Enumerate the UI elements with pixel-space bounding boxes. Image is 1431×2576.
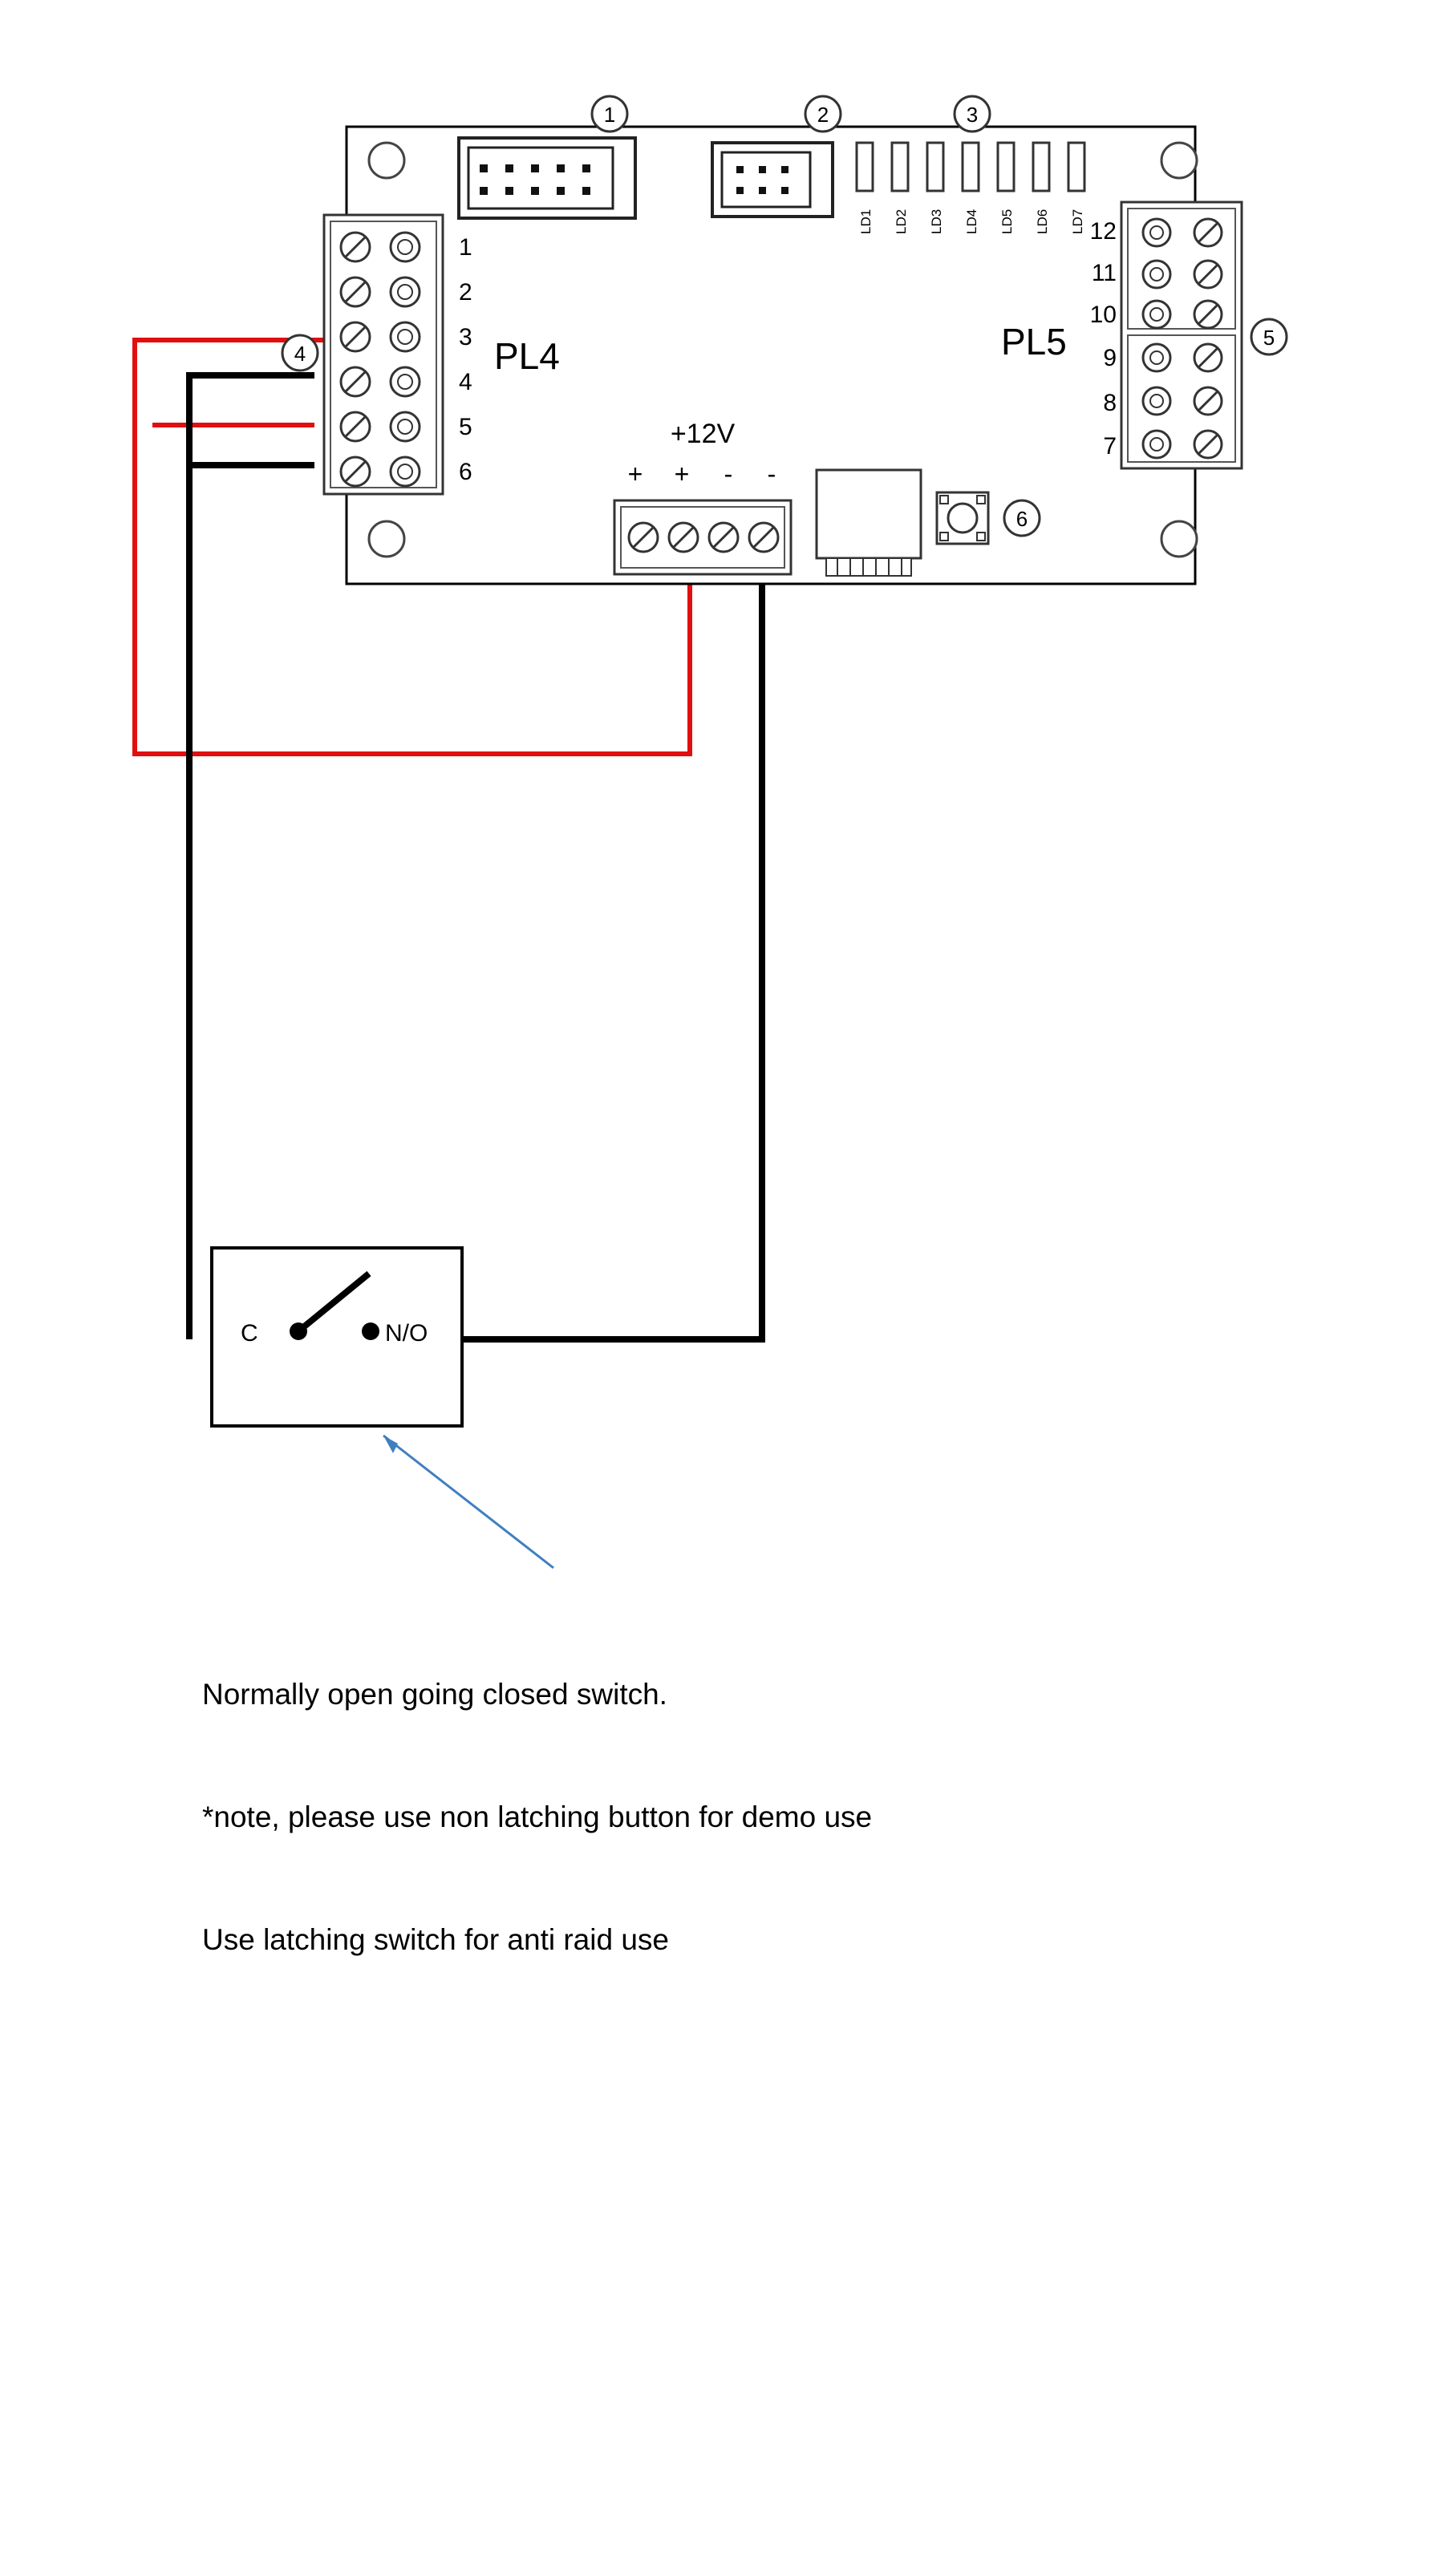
pl5-terminal-num-10: 10 [1089,302,1117,328]
svg-text:6: 6 [1015,507,1028,531]
callout-5 [1251,319,1287,354]
power-sign-4: - [767,460,776,488]
header-connector-1 [459,138,635,218]
note-line-3: Use latching switch for anti raid use [202,1923,669,1957]
callout-2 [805,96,841,132]
switch-box [212,1248,462,1426]
mounting-hole-tr [1161,143,1197,178]
pl5-terminal-num-9: 9 [1103,345,1117,371]
power-label-12v: +12V [670,419,736,449]
annotation-arrow [383,1436,553,1568]
svg-text:1: 1 [603,103,616,127]
note-line-1: Normally open going closed switch. [202,1678,667,1711]
tact-switch-component [937,492,988,544]
power-sign-2: + [674,460,690,488]
pl5-label: PL5 [1001,321,1067,363]
led-label-ld6: LD6 [1035,209,1050,234]
pl4-terminal-num-1: 1 [459,234,472,261]
pl5-terminal-num-8: 8 [1103,390,1117,416]
power-sign-1: + [627,460,643,488]
pl5-terminal-num-7: 7 [1103,433,1117,460]
callout-4 [282,335,318,371]
pl4-terminal-num-3: 3 [459,324,472,350]
led-label-ld2: LD2 [894,209,909,234]
note-text-block [202,1592,1245,2043]
power-sign-3: - [724,460,733,488]
led-label-ld1: LD1 [858,209,874,234]
svg-text:4: 4 [294,342,306,366]
pl4-label: PL4 [494,335,560,377]
switch-no-label: N/O [385,1320,428,1347]
led-label-ld4: LD4 [964,209,979,234]
switch-common-label: C [241,1320,258,1347]
callout-1 [592,96,627,132]
pl4-terminal-num-5: 5 [459,414,472,440]
switch-no-contact [362,1322,379,1340]
led-label-ld7: LD7 [1070,209,1085,234]
header-connector-2 [712,143,833,217]
svg-text:2: 2 [817,103,829,127]
black-wire-pl4-to-switch-common [189,375,314,1339]
black-wire-power-to-switch-no [425,577,762,1339]
pl5-terminal-num-11: 11 [1091,260,1117,286]
svg-text:3: 3 [966,103,979,127]
pl5-terminal-num-12: 12 [1089,218,1117,245]
pl4-terminal-num-6: 6 [459,459,472,485]
relay-component [817,470,921,576]
led-label-ld3: LD3 [929,209,944,234]
mounting-hole-tl [369,143,404,178]
pl4-terminal-num-2: 2 [459,279,472,306]
svg-text:5: 5 [1263,326,1275,350]
mounting-hole-br [1161,521,1197,557]
note-line-2: *note, please use non latching button for demo use [202,1800,873,1834]
callout-3 [955,96,990,132]
led-label-ld5: LD5 [999,209,1015,234]
callout-6 [1004,500,1040,536]
mounting-hole-bl [369,521,404,557]
pl4-terminal-num-4: 4 [459,369,472,395]
